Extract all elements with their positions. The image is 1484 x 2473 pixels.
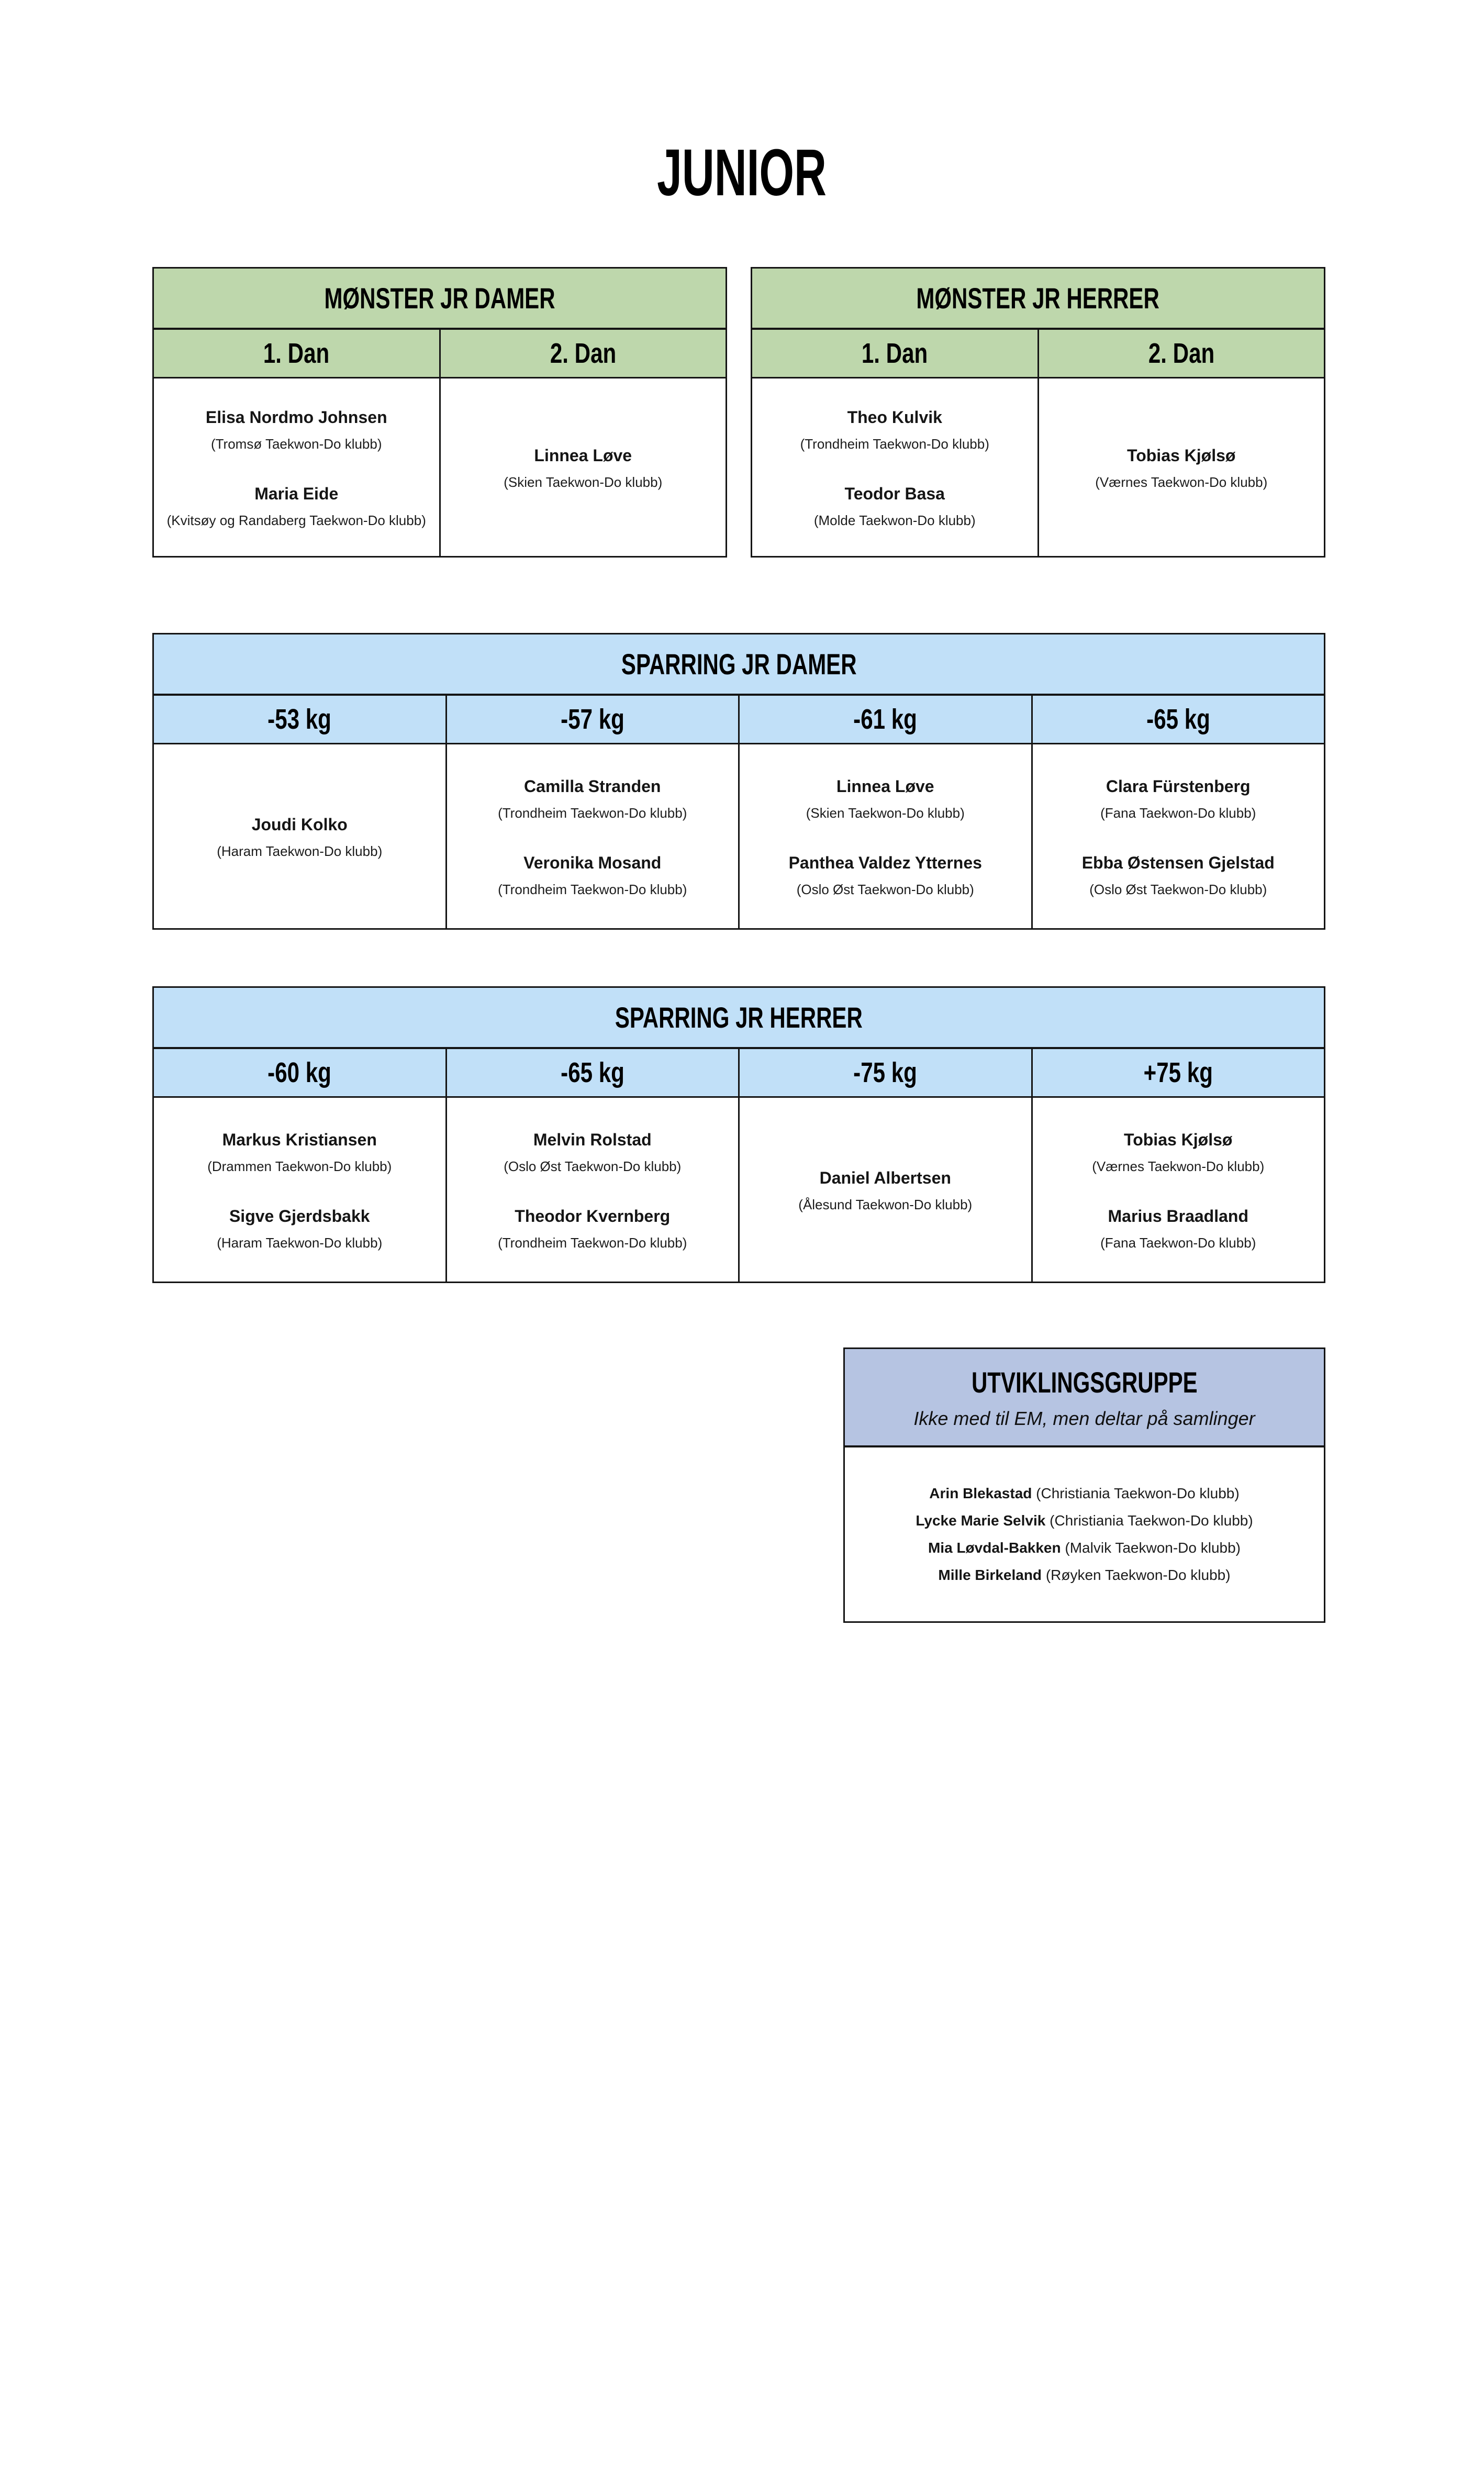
athlete-club: (Værnes Taekwon-Do klubb) — [1092, 1158, 1265, 1174]
athlete-club: (Trondheim Taekwon-Do klubb) — [498, 1234, 687, 1251]
member-name: Mille Birkeland — [938, 1567, 1042, 1583]
body-row — [154, 1098, 1324, 1282]
athlete-entry — [1100, 775, 1256, 822]
athlete-entry — [800, 406, 989, 453]
column-header-label: -75 kg — [853, 1057, 918, 1088]
column-header-label: -61 kg — [853, 704, 918, 735]
header-row — [752, 330, 1324, 378]
column-header-plus75kg — [1033, 1049, 1324, 1096]
athlete-club: (Oslo Øst Taekwon-Do klubb) — [796, 881, 974, 897]
athlete-club: (Fana Taekwon-Do klubb) — [1100, 1234, 1256, 1251]
athlete-name: Linnea Løve — [534, 445, 632, 465]
athlete-name: Theo Kulvik — [847, 407, 942, 427]
athlete-name: Ebba Østensen Gjelstad — [1081, 853, 1275, 872]
table-sparring-jr-herrer — [152, 986, 1325, 1283]
athlete-entry — [498, 775, 687, 822]
cell-53kg — [154, 744, 447, 928]
table-title-text: SPARRING JR DAMER — [621, 648, 857, 681]
utviklingsgruppe-subtitle: Ikke med til EM, men deltar på samlinger — [913, 1407, 1255, 1429]
athlete-name: Daniel Albertsen — [819, 1168, 951, 1187]
athlete-name: Joudi Kolko — [251, 815, 348, 834]
athlete-entry — [504, 1128, 681, 1175]
athlete-entry — [789, 851, 982, 898]
athlete-entry — [1100, 1205, 1256, 1252]
utviklingsgruppe-title — [934, 1365, 1235, 1399]
cell-plus75kg — [1033, 1098, 1324, 1282]
cell-57kg — [447, 744, 740, 928]
athlete-club: (Tromsø Taekwon-Do klubb) — [210, 436, 382, 452]
athlete-entry — [1095, 444, 1267, 491]
athlete-entry — [814, 482, 976, 529]
table-title-sparring-jr-damer — [154, 634, 1324, 696]
header-row — [154, 696, 1324, 744]
athlete-club: (Haram Taekwon-Do klubb) — [217, 1234, 383, 1251]
athlete-name: Clara Fürstenberg — [1106, 776, 1251, 796]
athlete-name: Camilla Stranden — [524, 776, 661, 796]
athlete-entry — [217, 813, 382, 860]
column-header-2-dan — [441, 330, 726, 377]
athlete-club: (Haram Taekwon-Do klubb) — [217, 843, 383, 859]
athlete-club: (Skien Taekwon-Do klubb) — [806, 805, 965, 821]
athlete-entry — [498, 1205, 687, 1252]
athlete-name: Maria Eide — [254, 484, 339, 503]
athlete-name: Veronika Mosand — [523, 853, 662, 872]
page-title — [0, 133, 1484, 212]
athlete-entry — [217, 1205, 382, 1252]
utviklingsgruppe-members — [845, 1447, 1324, 1621]
cell-1-dan — [154, 378, 441, 556]
athlete-name: Tobias Kjølsø — [1127, 445, 1236, 465]
athlete-entry — [806, 775, 965, 822]
table-title-text: MØNSTER JR HERRER — [916, 282, 1160, 315]
athlete-entry — [1082, 851, 1275, 898]
utviklingsgruppe-header — [845, 1349, 1324, 1447]
athlete-entry — [498, 851, 687, 898]
table-title-monster-jr-herrer — [752, 269, 1324, 330]
athlete-name: Linnea Løve — [836, 776, 934, 796]
member-club: (Malvik Taekwon-Do klubb) — [1065, 1540, 1241, 1556]
athlete-club: (Værnes Taekwon-Do klubb) — [1095, 474, 1268, 490]
cell-60kg — [154, 1098, 447, 1282]
body-row — [154, 378, 726, 556]
column-header-label: -53 kg — [267, 704, 332, 735]
member-line — [928, 1534, 1241, 1562]
athlete-name: Melvin Rolstad — [533, 1130, 652, 1149]
member-club: (Christiania Taekwon-Do klubb) — [1036, 1485, 1240, 1501]
column-header-53kg — [154, 696, 447, 743]
table-monster-jr-damer — [152, 267, 727, 558]
athlete-entry — [798, 1166, 972, 1213]
column-header-2-dan — [1039, 330, 1324, 377]
table-title-monster-jr-damer — [154, 269, 726, 330]
athlete-name: Markus Kristiansen — [222, 1130, 377, 1149]
cell-1-dan — [752, 378, 1039, 556]
athlete-club: (Skien Taekwon-Do klubb) — [504, 474, 663, 490]
athlete-club: (Oslo Øst Taekwon-Do klubb) — [504, 1158, 682, 1174]
header-row — [154, 330, 726, 378]
athlete-entry — [1092, 1128, 1264, 1175]
athlete-club: (Trondheim Taekwon-Do klubb) — [498, 881, 687, 897]
cell-2-dan — [441, 378, 726, 556]
member-line — [938, 1562, 1230, 1589]
athlete-entry — [167, 482, 426, 529]
athlete-name: Tobias Kjølsø — [1124, 1130, 1233, 1149]
athlete-club: (Drammen Taekwon-Do klubb) — [207, 1158, 392, 1174]
athlete-club: (Ålesund Taekwon-Do klubb) — [798, 1196, 973, 1212]
athlete-entry — [504, 444, 662, 491]
member-club: (Christiania Taekwon-Do klubb) — [1050, 1512, 1253, 1529]
athlete-name: Panthea Valdez Ytternes — [788, 853, 982, 872]
member-name: Lycke Marie Selvik — [916, 1512, 1046, 1529]
athlete-club: (Trondheim Taekwon-Do klubb) — [800, 436, 989, 452]
member-club: (Røyken Taekwon-Do klubb) — [1045, 1567, 1231, 1583]
column-header-65kg — [447, 1049, 740, 1096]
cell-65kg — [447, 1098, 740, 1282]
cell-65kg — [1033, 744, 1324, 928]
athlete-club: (Molde Taekwon-Do klubb) — [813, 512, 976, 528]
column-header-1-dan — [752, 330, 1039, 377]
athlete-name: Elisa Nordmo Johnsen — [205, 407, 387, 427]
utviklingsgruppe-title-text: UTVIKLINGSGRUPPE — [971, 1365, 1198, 1399]
athlete-name: Theodor Kvernberg — [515, 1206, 671, 1226]
athlete-club: (Kvitsøy og Randaberg Taekwon-Do klubb) — [166, 512, 426, 528]
column-header-75kg — [740, 1049, 1033, 1096]
column-header-61kg — [740, 696, 1033, 743]
column-header-label: 1. Dan — [263, 338, 330, 369]
page-title-text: JUNIOR — [657, 136, 827, 209]
column-header-1-dan — [154, 330, 441, 377]
table-utviklingsgruppe — [843, 1347, 1325, 1623]
header-row — [154, 1049, 1324, 1098]
athlete-entry — [206, 406, 387, 453]
athlete-club: (Trondheim Taekwon-Do klubb) — [498, 805, 687, 821]
body-row — [154, 744, 1324, 928]
cell-61kg — [740, 744, 1033, 928]
athlete-club: (Fana Taekwon-Do klubb) — [1100, 805, 1256, 821]
column-header-label: 2. Dan — [1148, 338, 1214, 369]
member-name: Arin Blekastad — [929, 1485, 1032, 1501]
table-title-sparring-jr-herrer — [154, 988, 1324, 1049]
member-name: Mia Løvdal-Bakken — [928, 1540, 1061, 1556]
athlete-entry — [207, 1128, 392, 1175]
table-title-text: MØNSTER JR DAMER — [324, 282, 555, 315]
column-header-label: -57 kg — [560, 704, 624, 735]
body-row — [752, 378, 1324, 556]
athlete-name: Sigve Gjerdsbakk — [229, 1206, 370, 1226]
athlete-club: (Oslo Øst Taekwon-Do klubb) — [1089, 881, 1267, 897]
member-line — [916, 1507, 1253, 1534]
table-sparring-jr-damer — [152, 633, 1325, 930]
table-title-text: SPARRING JR HERRER — [615, 1001, 863, 1034]
column-header-label: -65 kg — [560, 1057, 624, 1088]
column-header-60kg — [154, 1049, 447, 1096]
athlete-name: Marius Braadland — [1108, 1206, 1248, 1226]
athlete-name: Teodor Basa — [844, 484, 945, 503]
cell-2-dan — [1039, 378, 1324, 556]
table-monster-jr-herrer — [751, 267, 1325, 558]
column-header-57kg — [447, 696, 740, 743]
column-header-label: -60 kg — [267, 1057, 332, 1088]
member-line — [929, 1480, 1239, 1507]
column-header-label: 1. Dan — [862, 338, 928, 369]
column-header-label: -65 kg — [1146, 704, 1210, 735]
cell-75kg — [740, 1098, 1033, 1282]
column-header-label: 2. Dan — [550, 338, 616, 369]
column-header-65kg — [1033, 696, 1324, 743]
column-header-label: +75 kg — [1143, 1057, 1213, 1088]
